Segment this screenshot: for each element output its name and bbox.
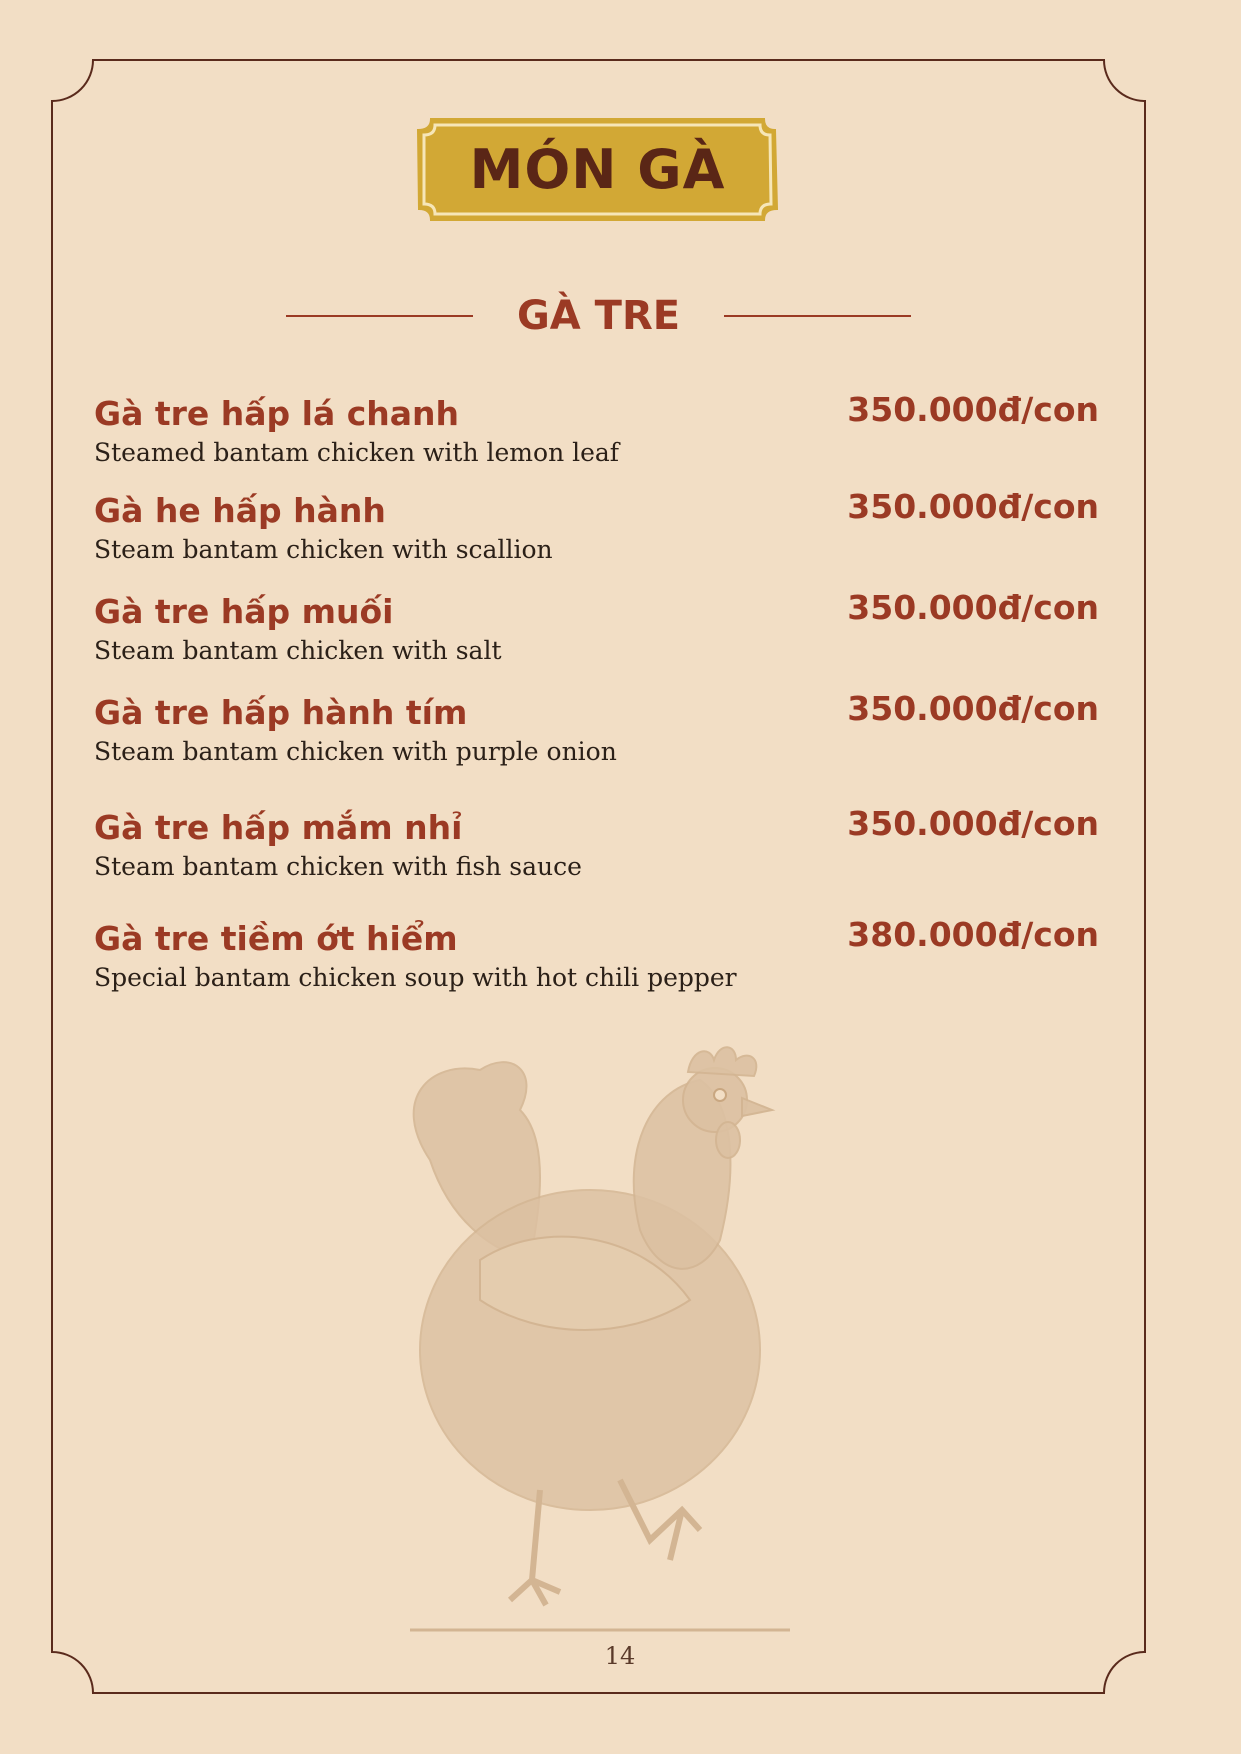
section-title: GÀ TRE: [516, 293, 681, 339]
menu-item: [94, 804, 1099, 888]
menu-item-description: Steam bantam chicken with salt: [94, 636, 502, 665]
section-rule-left: [286, 315, 473, 317]
menu-item: [94, 487, 1099, 571]
menu-item-price: 350.000đ/con: [847, 804, 1099, 843]
menu-item-price: 350.000đ/con: [847, 487, 1099, 526]
menu-item: [94, 588, 1099, 672]
menu-item: [94, 915, 1099, 999]
page-number: 14: [604, 1642, 636, 1670]
menu-item-name: Gà tre hấp hành tím: [94, 693, 468, 732]
menu-item-name: Gà tre tiềm ớt hiểm: [94, 919, 458, 958]
menu-item-description: Steamed bantam chicken with lemon leaf: [94, 438, 620, 467]
rooster-illustration-icon: [370, 1040, 830, 1650]
menu-item-price: 350.000đ/con: [847, 588, 1099, 627]
menu-item-price: 380.000đ/con: [847, 915, 1099, 954]
menu-item: [94, 689, 1099, 773]
menu-item-description: Special bantam chicken soup with hot chili pepper: [94, 963, 737, 992]
menu-item-description: Steam bantam chicken with fish sauce: [94, 852, 582, 881]
menu-item-name: Gà tre hấp muối: [94, 592, 394, 631]
menu-item-description: Steam bantam chicken with purple onion: [94, 737, 617, 766]
menu-item-name: Gà he hấp hành: [94, 491, 386, 530]
menu-item-price: 350.000đ/con: [847, 689, 1099, 728]
section-heading: [286, 286, 911, 346]
menu-item-name: Gà tre hấp lá chanh: [94, 394, 460, 433]
menu-item-name: Gà tre hấp mắm nhỉ: [94, 808, 463, 847]
section-rule-right: [724, 315, 911, 317]
menu-item: [94, 390, 1099, 474]
title-badge: [415, 116, 780, 223]
page-title: MÓN GÀ: [469, 138, 726, 201]
menu-item-price: 350.000đ/con: [847, 390, 1099, 429]
menu-item-description: Steam bantam chicken with scallion: [94, 535, 553, 564]
